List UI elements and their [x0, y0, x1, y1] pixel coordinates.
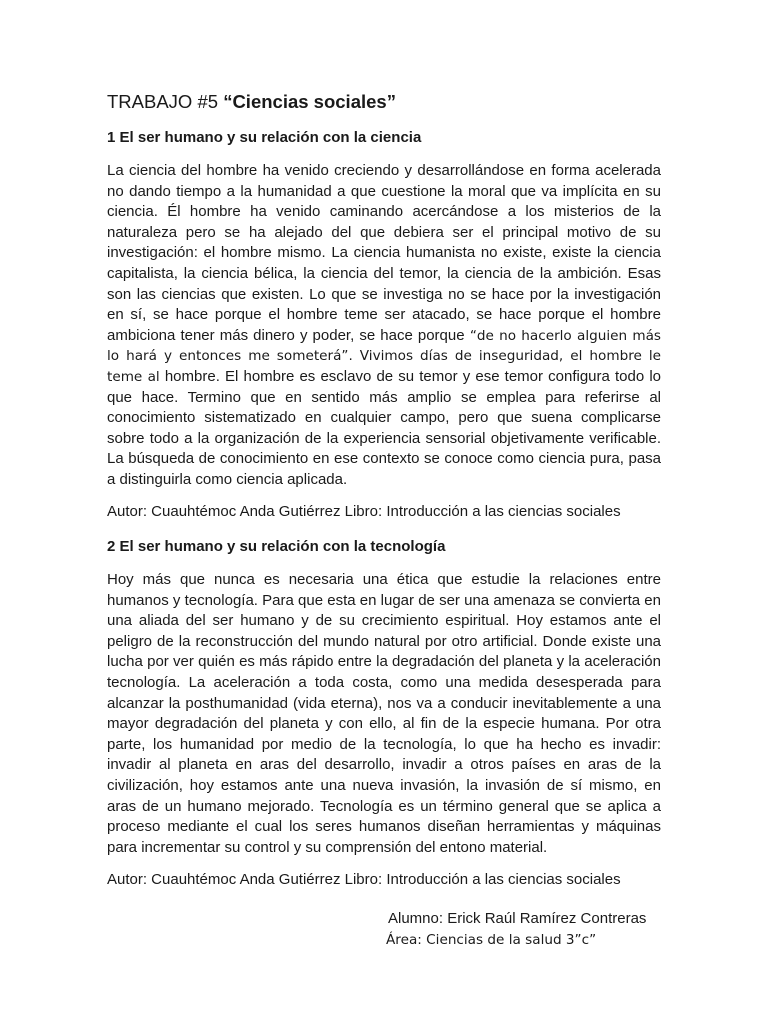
student-name: Alumno: Erick Raúl Ramírez Contreras — [388, 910, 647, 927]
section-2-credit: Autor: Cuauhtémoc Anda Gutiérrez Libro: Introducción a las ciencias sociales — [107, 871, 621, 888]
section-1-credit: Autor: Cuauhtémoc Anda Gutiérrez Libro: Introducción a las ciencias sociales — [107, 503, 621, 520]
document-title — [107, 90, 396, 114]
section-2-paragraph: Hoy más que nunca es necesaria una ética que estudie la relaciones entre humanos y tecnología. Para que esta en lugar de ser una amenaza se convierta en una aliada del ser humano y de su crecimiento espiritual. Hoy estamos ante el peligro de la reconstrucción del mundo natural por otro artificial. Donde existe una lucha por ver quién es más rápido entre la degradación del planeta y la aceleración tecnología. La aceleración a toda costa, como una medida desesperada para alcanzar la posthumanidad (vida eterna), nos va a conducir inevitablemente a una mayor degradación del planeta y con ello, al fin de la especie humana. Por otra parte, los humanidad por medio de la tecnología, lo que ha hecho es invadir: invadir al planeta en aras del desarrollo, invadir a otros países en aras de la civilización, hoy estamos ante una nueva invasión, la invasión de sí mismo, en aras de un humano mejorado. Tecnología es un término general que se aplica a proceso mediante el cual los seres humanos diseñan herramientas y máquinas para incrementar su control y su comprensión del entono material. — [107, 571, 661, 856]
section-1-text-after: hombre. El hombre es esclavo de su temor y ese temor configura todo lo que hace. Termino que en sentido más amplio se emplea para referirse al conocimiento sistematizado en cualquier campo, pero que suena complicarse sobre todo a la organización de la experiencia sensorial objetivamente verificable. La búsqueda de conocimiento en ese contexto se conoce como ciencia pura, pasa a distinguirla como ciencia aplicada. — [107, 367, 661, 488]
document-title-prefix: TRABAJO #5 — [107, 91, 224, 112]
student-area: Área: Ciencias de la salud 3”c” — [386, 932, 597, 948]
section-1-heading: 1 El ser humano y su relación con la ciencia — [107, 129, 422, 146]
section-1-paragraph — [107, 161, 661, 491]
section-1-quote: “de no hacerlo alguien más lo hará y entonces me someterá”. Vivimos días de inseguridad, el hombre le teme al — [107, 327, 661, 385]
section-2-heading: 2 El ser humano y su relación con la tecnología — [107, 538, 446, 555]
section-1-text-before: La ciencia del hombre ha venido creciendo y desarrollándose en forma acelerada no dando tiempo a la humanidad a que cuestione la moral que va implícita en su ciencia. Él hombre ha venido caminando acercándose a los misterios de la naturaleza pero se ha alejado del que debiera ser el principal motivo de su investigación: el hombre mismo. La ciencia humanista no existe, existe la ciencia capitalista, la ciencia bélica, la ciencia del temor, la ciencia de la ambición. Esas son las ciencias que existen. Lo que se investiga no se hace por la investigación en sí, se hace porque el hombre teme ser atacado, se hace porque el hombre ambiciona tener más dinero y poder, se hace porque — [107, 162, 661, 344]
document-title-emphasis: “Ciencias sociales” — [223, 91, 396, 112]
